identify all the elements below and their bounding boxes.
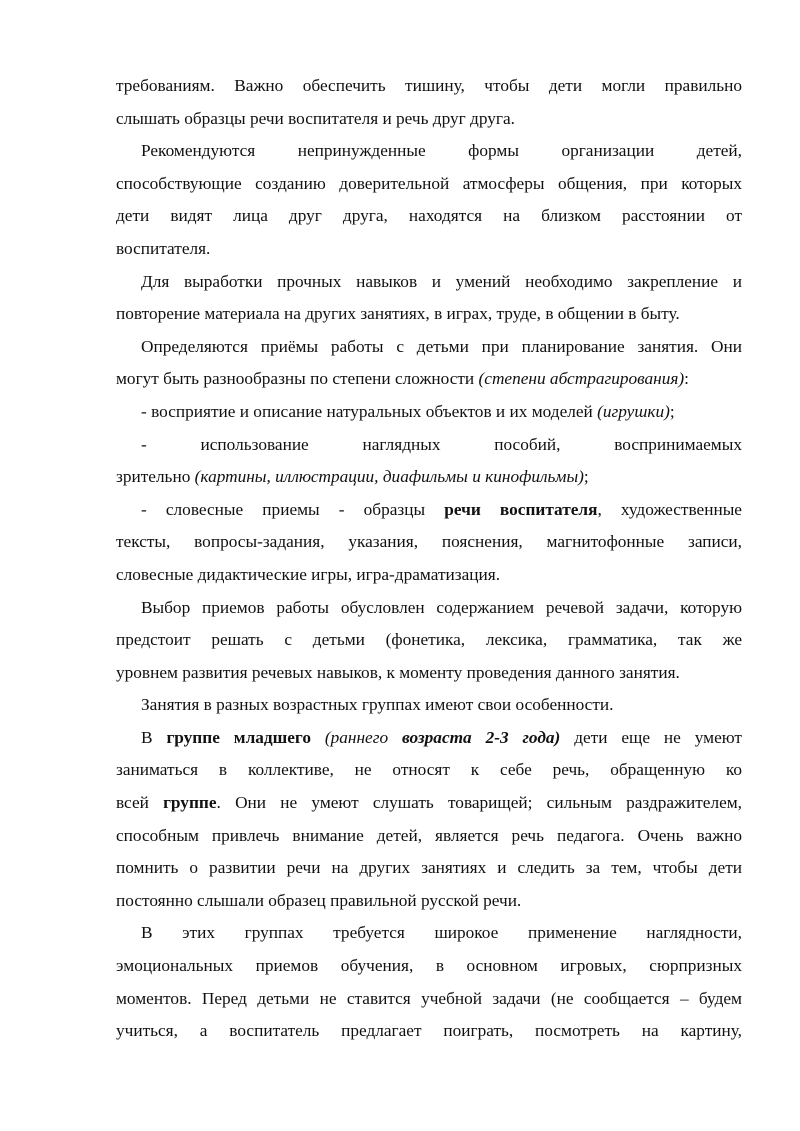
paragraph-6: [116, 429, 742, 494]
body-text: [116, 70, 742, 1048]
text-line: способствующие созданию доверительной атмосферы общения, при которых: [116, 173, 742, 193]
text-line: постоянно слышали образец правильной русской речи.: [116, 890, 522, 910]
text-line: требованиям. Важно обеспечить тишину, чтобы дети могли правильно: [116, 76, 742, 95]
paragraph-3: [116, 266, 742, 331]
text-line: Рекомендуются непринужденные формы организации детей,: [141, 141, 742, 161]
text-run: дети еще не умеют: [560, 727, 742, 747]
paragraph-9: [116, 689, 742, 722]
text-line: эмоциональных приемов обучения, в основном игровых, сюрпризных: [116, 956, 742, 976]
text-line: помнить о развитии речи на других занятиях и следить за тем, чтобы дети: [116, 858, 742, 878]
text-line: заниматься в коллективе, не относят к себе речь, обращенную ко: [116, 760, 742, 780]
text-line: словесные дидактические игры, игра-драматизация.: [116, 564, 501, 584]
paragraph-2: [116, 135, 742, 265]
text-line: [116, 461, 742, 494]
paragraph-10: [116, 722, 742, 918]
text-run: . Они не умеют слушать товарищей; сильным раздражителем,: [216, 793, 742, 813]
text-run: могут быть разнообразны по степени сложности: [116, 369, 479, 389]
text-line: дети видят лица друг друга, находятся на близком расстоянии от: [116, 206, 742, 226]
text-line: моментов. Перед детьми не ставится учебной задачи (не сообщается – будем: [116, 988, 742, 1008]
italic-run: (картины, иллюстрации, диафильмы и кинофильмы): [194, 467, 584, 487]
bold-run: речи воспитателя: [444, 499, 598, 519]
paragraph-5: [116, 396, 742, 429]
text-run: - словесные приемы - образцы: [141, 499, 445, 519]
bold-run: группе младшего: [166, 727, 311, 747]
text-line: Определяются приёмы работы с детьми при планирование занятия. Они: [141, 336, 742, 356]
text-run: ;: [669, 401, 675, 421]
text-line: повторение материала на других занятиях, в играх, труде, в общении в быту.: [116, 304, 680, 324]
text-line: - использование наглядных пособий, воспринимаемых: [141, 434, 742, 454]
italic-run: (степени абстрагирования): [478, 369, 685, 389]
text-run: ;: [583, 467, 589, 487]
text-line: В этих группах требуется широкое применение наглядности,: [141, 923, 742, 943]
paragraph-7: [116, 494, 742, 592]
text-run: всей: [116, 793, 164, 813]
bold-run: группе: [163, 793, 217, 813]
text-line: [116, 787, 742, 820]
text-line: предстоит решать с детьми (фонетика, лексика, грамматика, так же: [116, 630, 742, 650]
text-line: способным привлечь внимание детей, является речь педагога. Очень важно: [116, 825, 742, 845]
text-run: , художественные: [597, 499, 742, 519]
italic-run: (игрушки): [597, 401, 670, 421]
paragraph-11: [116, 917, 742, 1047]
paragraph-1: [116, 70, 742, 135]
text-line: [116, 396, 742, 429]
text-run: - восприятие и описание натуральных объектов и их моделей: [141, 401, 598, 421]
text-line: воспитателя.: [116, 238, 211, 258]
text-line: [116, 722, 742, 755]
paragraph-4: [116, 331, 742, 396]
bold-italic-run: возраста 2-3 года): [402, 727, 561, 747]
text-line: уровнем развития речевых навыков, к моменту проведения данного занятия.: [116, 662, 680, 682]
text-run: зрительно: [116, 467, 195, 487]
paragraph-8: [116, 592, 742, 690]
text-run: :: [684, 369, 689, 389]
text-run: В: [141, 727, 167, 747]
text-line: слышать образцы речи воспитателя и речь друг друга.: [116, 108, 515, 128]
text-line: Выбор приемов работы обусловлен содержанием речевой задачи, которую: [141, 597, 742, 617]
text-line: Для выработки прочных навыков и умений необходимо закрепление и: [141, 271, 742, 291]
text-line: [116, 363, 742, 396]
text-line: Занятия в разных возрастных группах имеют свои особенности.: [141, 695, 614, 715]
text-line: учиться, а воспитатель предлагает поиграть, посмотреть на картину,: [116, 1021, 742, 1041]
text-line: [116, 494, 742, 527]
text-line: тексты, вопросы-задания, указания, пояснения, магнитофонные записи,: [116, 532, 742, 552]
italic-run: (раннего: [310, 727, 403, 747]
